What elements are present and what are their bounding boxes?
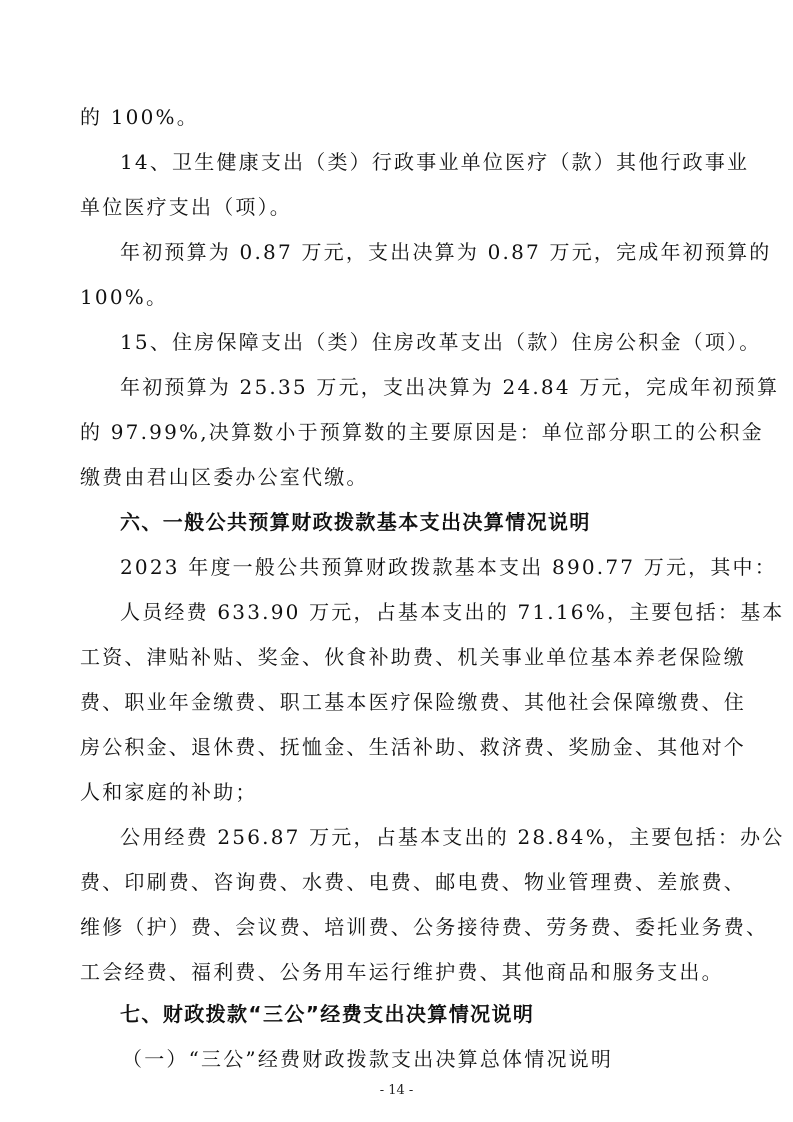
paragraph-line: 单位医疗支出（项）。 xyxy=(80,195,292,219)
paragraph-line: 2023 年度一般公共预算财政拨款基本支出 890.77 万元，其中： xyxy=(120,555,777,579)
paragraph-line: 公用经费 256.87 万元，占基本支出的 28.84%，主要包括：办公 xyxy=(120,825,785,849)
paragraph-line: 人员经费 633.90 万元，占基本支出的 71.16%，主要包括：基本 xyxy=(120,600,785,624)
paragraph-line: 费、职业年金缴费、职工基本医疗保险缴费、其他社会保障缴费、住 xyxy=(80,690,746,714)
section-item-14-title: 14、卫生健康支出（类）行政事业单位医疗（款）其他行政事业 xyxy=(120,150,750,174)
subsection-heading-one: （一）“三公”经费财政拨款支出决算总体情况说明 xyxy=(122,1047,614,1071)
section-heading-seven: 七、财政拨款“三公”经费支出决算情况说明 xyxy=(120,1002,535,1026)
paragraph-line: 工会经费、福利费、公务用车运行维护费、其他商品和服务支出。 xyxy=(80,960,724,984)
paragraph-line: 房公积金、退休费、抚恤金、生活补助、救济费、奖励金、其他对个 xyxy=(80,735,746,759)
paragraph-line: 年初预算为 25.35 万元，支出决算为 24.84 万元，完成年初预算 xyxy=(120,375,780,399)
paragraph-line: 的 97.99%,决算数小于预算数的主要原因是：单位部分职工的公积金 xyxy=(80,420,764,444)
paragraph-line: 工资、津贴补贴、奖金、伙食补助费、机关事业单位基本养老保险缴 xyxy=(80,645,746,669)
section-heading-six: 六、一般公共预算财政拨款基本支出决算情况说明 xyxy=(120,510,591,534)
paragraph-line: 维修（护）费、会议费、培训费、公务接待费、劳务费、委托业务费、 xyxy=(80,915,769,939)
paragraph-line: 费、印刷费、咨询费、水费、电费、邮电费、物业管理费、差旅费、 xyxy=(80,870,746,894)
paragraph-line: 缴费由君山区委办公室代缴。 xyxy=(80,465,369,489)
paragraph-line: 100%。 xyxy=(80,285,169,309)
paragraph-line: 年初预算为 0.87 万元，支出决算为 0.87 万元，完成年初预算的 xyxy=(120,240,772,264)
paragraph-line: 的 100%。 xyxy=(80,105,199,129)
page-number: - 14 - xyxy=(379,1083,414,1098)
section-item-15-title: 15、住房保障支出（类）住房改革支出（款）住房公积金（项）。 xyxy=(120,330,762,354)
paragraph-line: 人和家庭的补助； xyxy=(80,780,258,804)
